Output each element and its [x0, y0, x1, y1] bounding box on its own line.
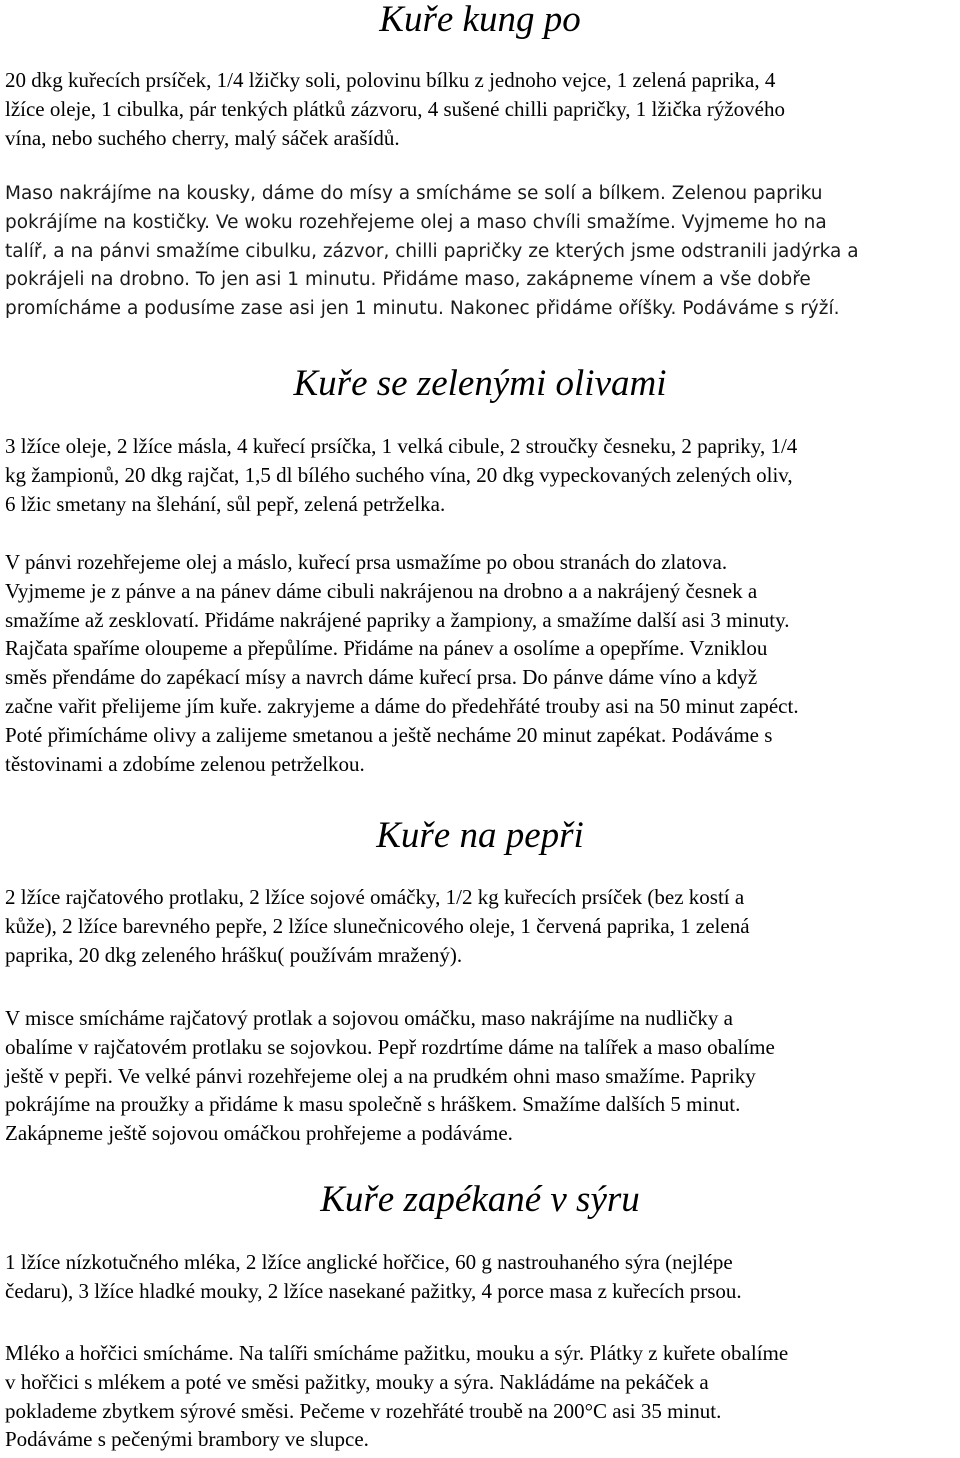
text-line: pokrájeli na drobno. To jen asi 1 minutu. Přidáme maso, zakápneme vínem a vše dobře: [5, 269, 811, 291]
text-line: Maso nakrájíme na kousky, dáme do mísy a smícháme se solí a bílkem. Zelenou papriku: [5, 183, 823, 204]
text-line: lžíce oleje, 1 cibulka, pár tenkých plátků zázvoru, 4 sušené chilli papričky, 1 lžička rýžového: [5, 96, 786, 121]
text-line: poklademe zbytkem sýrové směsi. Pečeme v rozehřáté troubě na 200°C asi 35 minut.: [5, 1398, 722, 1423]
text-line: směs přendáme do zapékací mísy a navrch dáme kuřecí prsa. Do pánve dáme víno a když: [5, 665, 758, 690]
text-line: v hořčici s mlékem a poté ve směsi pažitky, mouky a sýra. Nakládáme na pekáček a: [5, 1369, 709, 1394]
text-line: promícháme a podusíme zase asi jen 1 minutu. Nakonec přidáme oříšky. Podáváme s rýží.: [5, 298, 840, 320]
recipe-title-cheese: Kuře zapékané v sýru: [320, 1179, 640, 1220]
text-line: talíř, a na pánvi smažíme cibulku, zázvor, chilli papričky ze kterých jsme odstranili jadýrka a: [5, 240, 859, 262]
text-line: 2 lžíce rajčatového protlaku, 2 lžíce sojové omáčky, 1/2 kg kuřecích prsíček (bez kostí a: [5, 885, 745, 909]
ingredients-paragraph-kung-po: [5, 66, 960, 152]
instructions-paragraph-pepper: [5, 1004, 960, 1148]
ingredients-paragraph-cheese: [5, 1248, 960, 1306]
text-line: pokrájíme na kostičky. Ve woku rozehřejeme olej a maso chvíli smažíme. Vyjmeme ho na: [5, 211, 827, 233]
text-line: 1 lžíce nízkotučného mléka, 2 lžíce anglické hořčice, 60 g nastrouhaného sýra (nejlépe: [5, 1250, 733, 1274]
instructions-paragraph-cheese: [5, 1339, 960, 1454]
text-line: Podáváme s pečenými brambory ve slupce.: [5, 1427, 369, 1452]
text-line: 6 lžic smetany na šlehání, sůl pepř, zelená petrželka.: [5, 491, 446, 516]
text-line: V misce smícháme rajčatový protlak a sojovou omáčku, maso nakrájíme na nudličky a: [5, 1006, 733, 1030]
text-line: ještě v pepři. Ve velké pánvi rozehřejeme olej a na prudkém ohni maso smažíme. Papriky: [5, 1063, 756, 1088]
text-line: začne vařit přelijeme jím kuře. zakryjeme a dáme do předehřáté trouby asi na 50 minut zapéct.: [5, 693, 799, 718]
text-line: Rajčata spaříme oloupeme a přepůlíme. Přidáme na pánev a osolíme a opepříme. Vzniklou: [5, 636, 768, 661]
text-line: vína, nebo suchého cherry, malý sáček arašídů.: [5, 125, 400, 150]
recipe-title-kung-po: Kuře kung po: [379, 0, 581, 40]
text-line: pokrájíme na proužky a přidáme k masu společně s hráškem. Smažíme dalších 5 minut.: [5, 1092, 741, 1117]
text-line: paprika, 20 dkg zeleného hrášku( používám mražený).: [5, 942, 463, 967]
text-line: Poté přimícháme olivy a zalijeme smetanou a ještě necháme 20 minut zapékat. Podáváme s: [5, 722, 773, 747]
ingredients-paragraph-green-olives: [5, 432, 960, 518]
text-line: smažíme až zesklovatí. Přidáme nakrájené papriky a žampiony, a smažíme další asi 3 minuty.: [5, 607, 790, 632]
text-line: kůže), 2 lžíce barevného pepře, 2 lžíce slunečnicového oleje, 1 červená paprika, 1 zelená: [5, 913, 750, 938]
text-line: kg žampionů, 20 dkg rajčat, 1,5 dl bílého suchého vína, 20 dkg vypeckovaných zelených oliv,: [5, 462, 793, 487]
text-line: Mléko a hořčici smícháme. Na talíři smícháme pažitku, mouku a sýr. Plátky z kuřete obalíme: [5, 1341, 789, 1365]
text-line: 20 dkg kuřecích prsíček, 1/4 lžičky soli, polovinu bílku z jednoho vejce, 1 zelená paprika, 4: [5, 68, 776, 92]
text-line: 3 lžíce oleje, 2 lžíce másla, 4 kuřecí prsíčka, 1 velká cibule, 2 stroučky česneku, 2 papriky, 1/4: [5, 434, 798, 458]
text-line: těstovinami a zdobíme zelenou petrželkou.: [5, 751, 365, 776]
text-line: čedaru), 3 lžíce hladké mouky, 2 lžíce nasekané pažitky, 4 porce masa z kuřecích prsou.: [5, 1278, 742, 1303]
instructions-paragraph-green-olives: [5, 548, 960, 778]
instructions-paragraph-kung-po: [5, 180, 960, 324]
text-line: Vyjmeme je z pánve a na pánev dáme cibuli nakrájenou na drobno a a nakrájený česnek a: [5, 578, 758, 603]
ingredients-paragraph-pepper: [5, 883, 960, 969]
recipe-title-pepper: Kuře na pepři: [376, 815, 584, 856]
text-line: obalíme v rajčatovém protlaku se sojovkou. Pepř rozdrtíme dáme na talířek a maso obalíme: [5, 1034, 775, 1059]
text-line: Zakápneme ještě sojovou omáčkou prohřejeme a podáváme.: [5, 1121, 513, 1146]
recipe-title-green-olives: Kuře se zelenými olivami: [293, 363, 667, 404]
text-line: V pánvi rozehřejeme olej a máslo, kuřecí prsa usmažíme po obou stranách do zlatova.: [5, 550, 728, 574]
